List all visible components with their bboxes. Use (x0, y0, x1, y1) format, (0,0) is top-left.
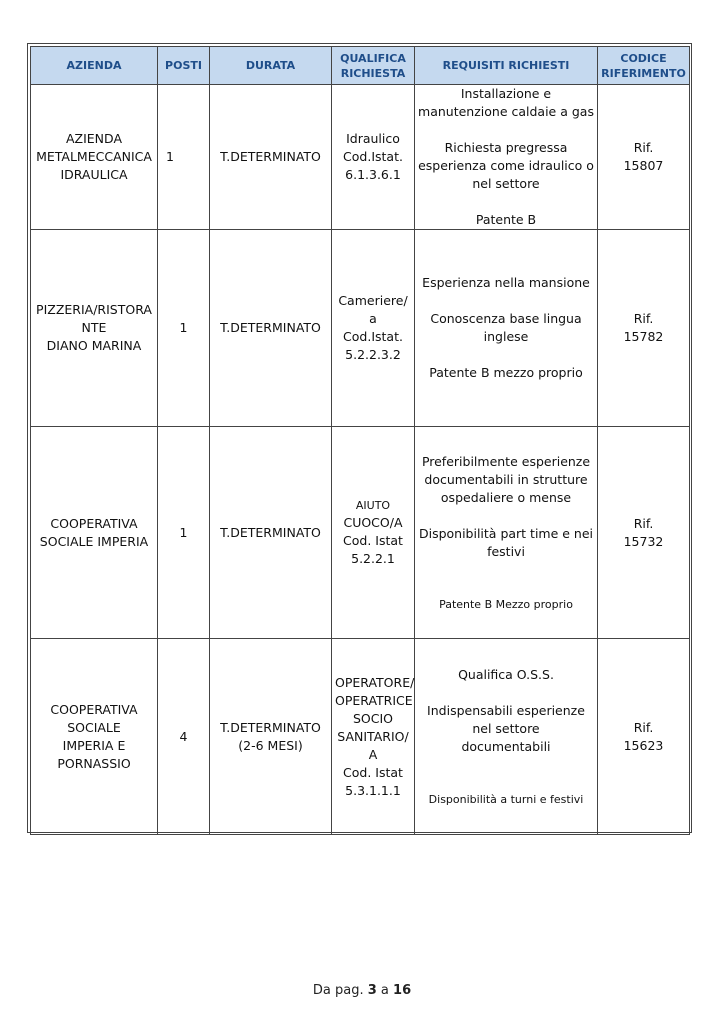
cell-posti: 1 (158, 230, 210, 427)
page-footer (0, 983, 724, 998)
cell-azienda: PIZZERIA/RISTORA NTE DIANO MARINA (31, 230, 158, 427)
header-durata: DURATA (210, 47, 332, 85)
header-codice: CODICE RIFERIMENTO (598, 47, 690, 85)
cell-codice: Rif. 15732 (598, 427, 690, 639)
cell-durata: T.DETERMINATO (2-6 MESI) (210, 639, 332, 835)
table-row (31, 85, 690, 230)
cell-requisiti: Esperienza nella mansione Conoscenza base lingua inglese Patente B mezzo proprio (415, 230, 598, 427)
job-offers-table (30, 46, 690, 835)
cell-codice: Rif. 15807 (598, 85, 690, 230)
cell-qualifica: Cameriere/ a Cod.Istat. 5.2.2.3.2 (332, 230, 415, 427)
table-row (31, 230, 690, 427)
table-row (31, 427, 690, 639)
table-header-row (31, 47, 690, 85)
cell-requisiti: Preferibilmente esperienze documentabili in strutture ospedaliere o mense Disponibilità part time e nei festivi Patente B Mezzo proprio (415, 427, 598, 639)
cell-durata: T.DETERMINATO (210, 427, 332, 639)
table-row (31, 639, 690, 835)
cell-azienda: COOPERATIVA SOCIALE IMPERIA E PORNASSIO (31, 639, 158, 835)
cell-codice: Rif. 15782 (598, 230, 690, 427)
footer-middle: a (380, 983, 389, 998)
header-qualifica: QUALIFICA RICHIESTA (332, 47, 415, 85)
footer-prefix: Da pag. (312, 983, 364, 998)
header-posti: POSTI (158, 47, 210, 85)
cell-requisiti: Qualifica O.S.S. Indispensabili esperienze nel settore documentabili Disponibilità a turni e festivi (415, 639, 598, 835)
cell-azienda: AZIENDA METALMECCANICA IDRAULICA (31, 85, 158, 230)
cell-requisiti: Installazione e manutenzione caldaie a gas Richiesta pregressa esperienza come idraulico o nel settore Patente B (415, 85, 598, 230)
cell-codice: Rif. 15623 (598, 639, 690, 835)
header-azienda: AZIENDA (31, 47, 158, 85)
cell-durata: T.DETERMINATO (210, 85, 332, 230)
header-requisiti: REQUISITI RICHIESTI (415, 47, 598, 85)
cell-azienda: COOPERATIVA SOCIALE IMPERIA (31, 427, 158, 639)
footer-current-page: 3 (367, 983, 377, 998)
cell-posti: 1 (158, 427, 210, 639)
cell-posti: 1 (158, 85, 210, 230)
cell-qualifica: OPERATORE/ OPERATRICE SOCIO SANITARIO/ A Cod. Istat 5.3.1.1.1 (332, 639, 415, 835)
cell-posti: 4 (158, 639, 210, 835)
cell-qualifica: Idraulico Cod.Istat. 6.1.3.6.1 (332, 85, 415, 230)
footer-total-pages: 16 (393, 983, 412, 998)
cell-qualifica: AIUTO CUOCO/A Cod. Istat 5.2.2.1 (332, 427, 415, 639)
cell-durata: T.DETERMINATO (210, 230, 332, 427)
